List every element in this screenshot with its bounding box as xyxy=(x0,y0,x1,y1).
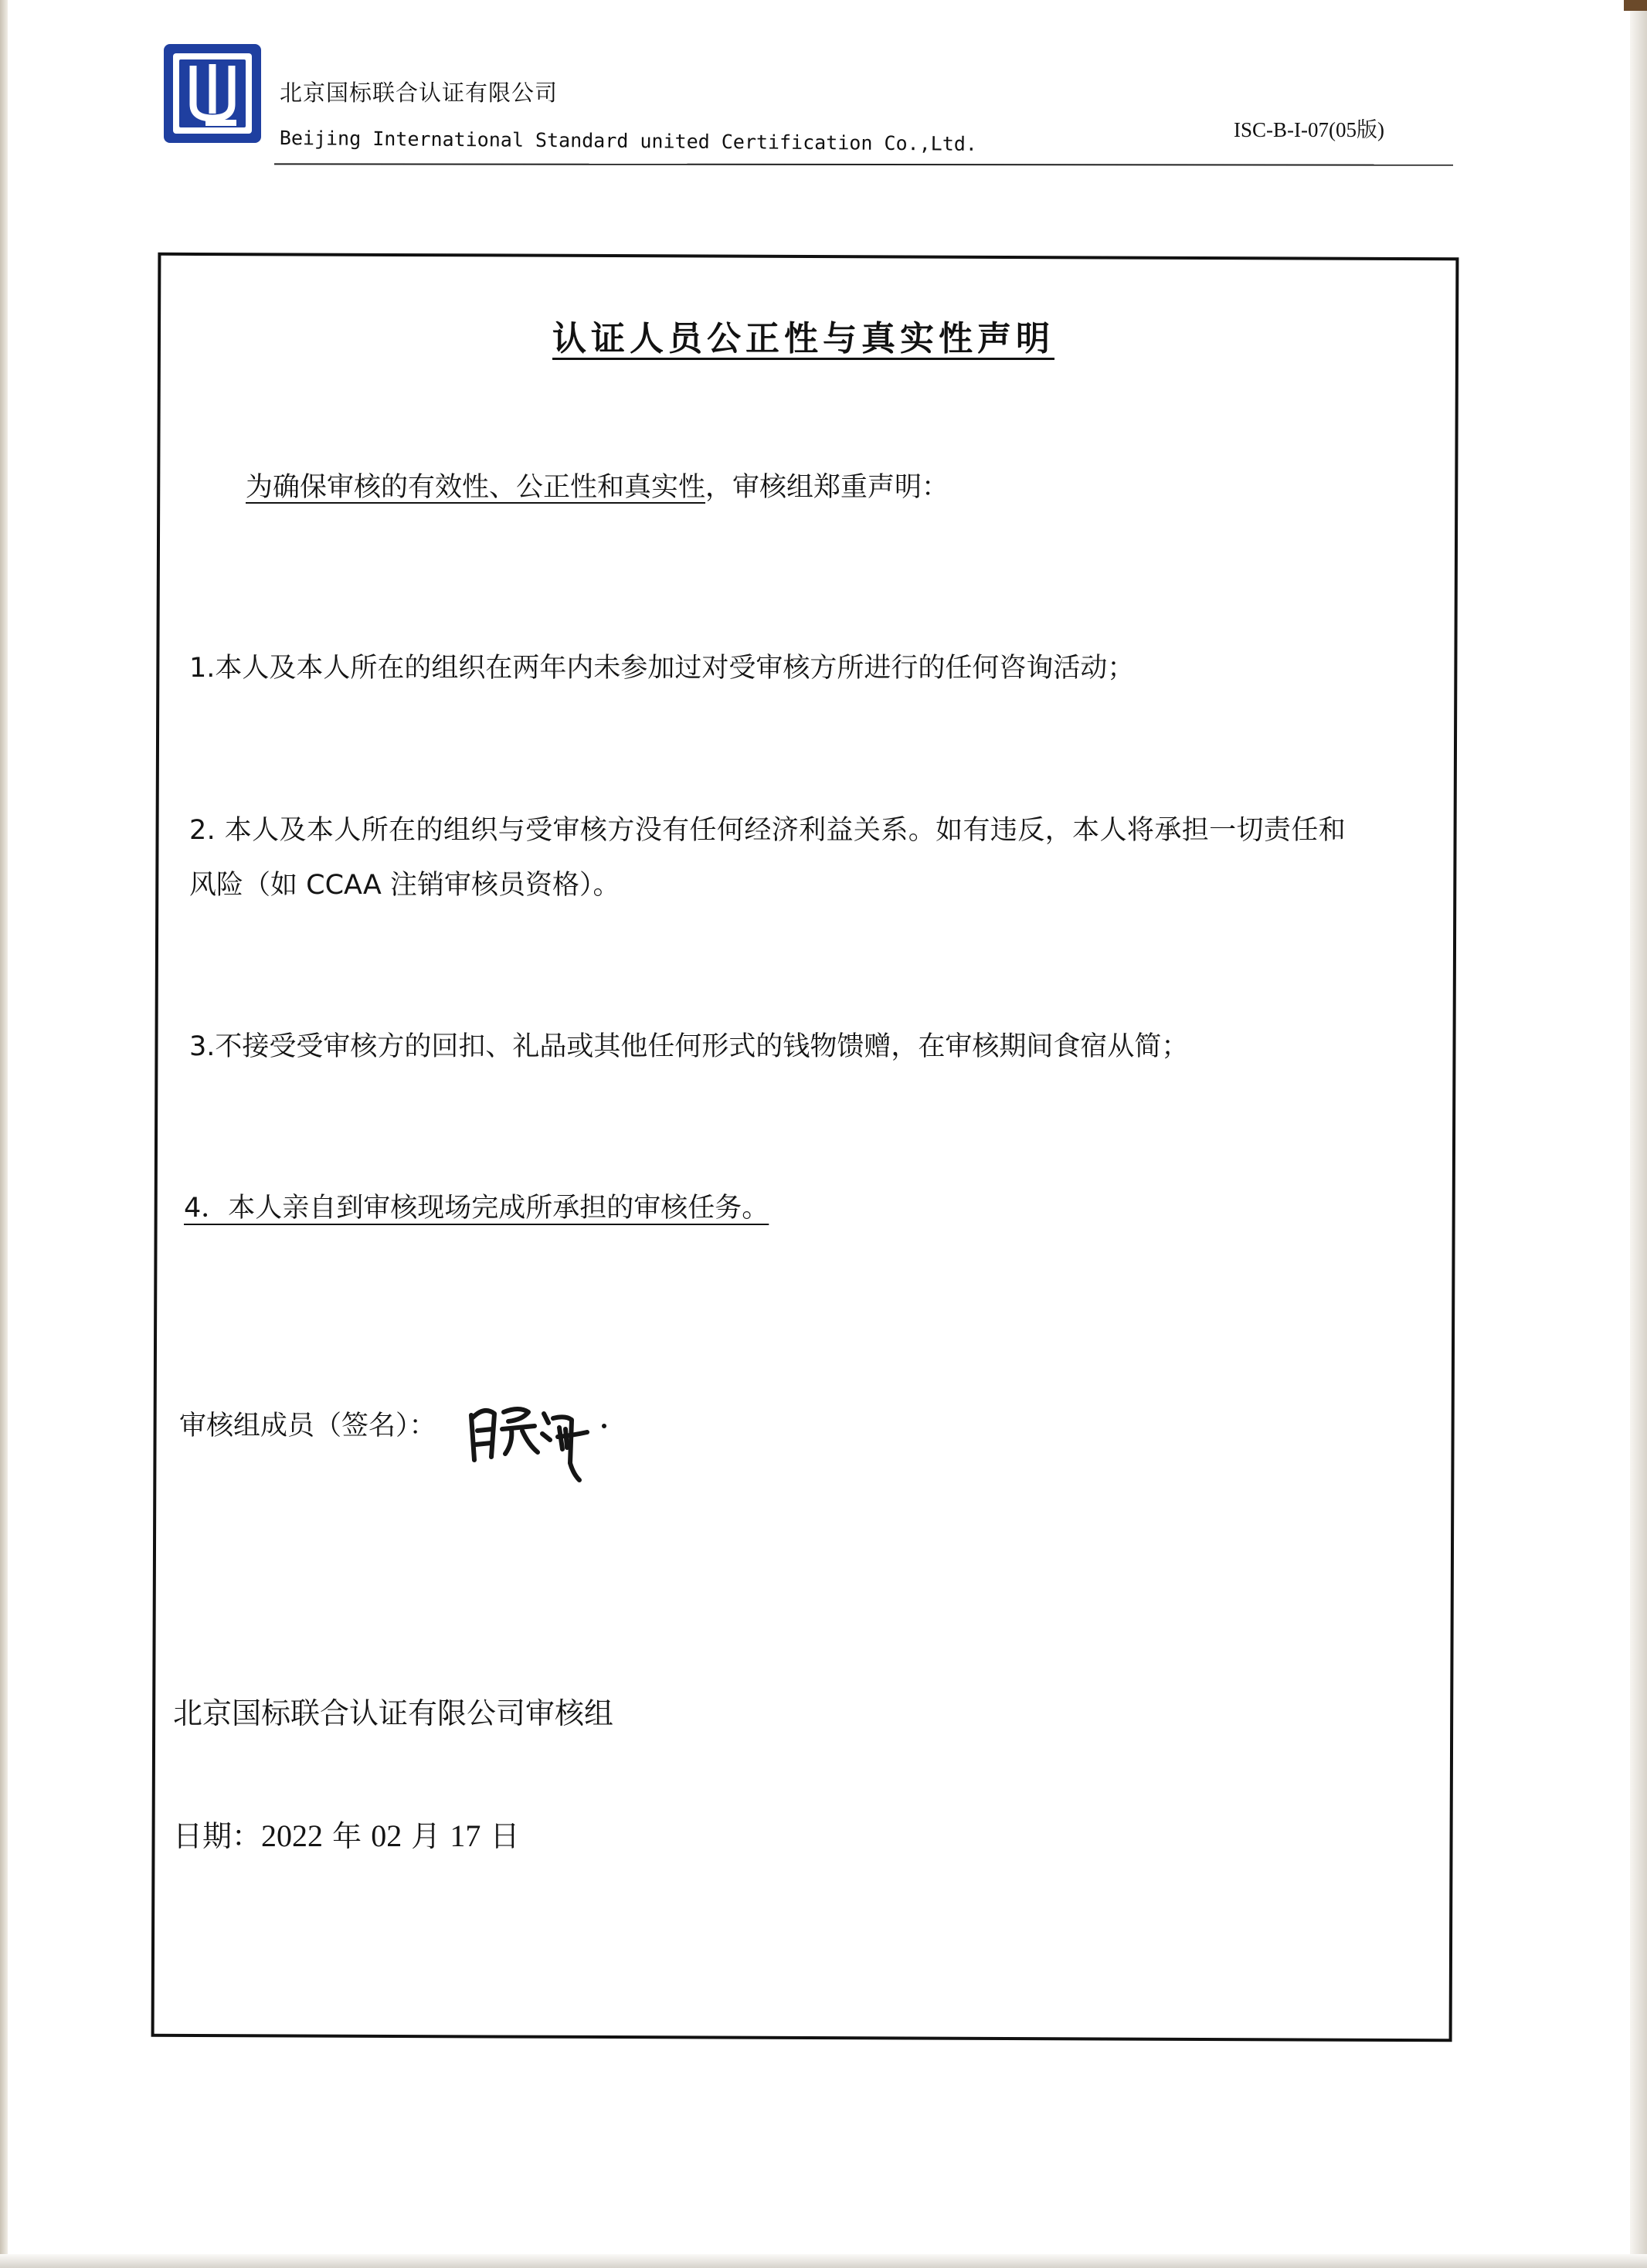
signature-label: 审核组成员（签名）： xyxy=(179,1411,436,1441)
handwritten-signature-icon xyxy=(457,1383,612,1483)
declaration-item-4: 4．本人亲自到审核现场完成所承担的审核任务。 xyxy=(184,1193,769,1224)
intro-rest: ，审核组郑重声明： xyxy=(705,472,949,503)
declaration-item-3: 3.不接受受审核方的回扣、礼品或其他任何形式的钱物馈赠，在审核期间食宿从简； xyxy=(189,1031,1189,1062)
date-year-unit: 年 xyxy=(323,1819,372,1853)
date-label: 日期： xyxy=(173,1819,262,1853)
organization-name: 北京国标联合认证有限公司审核组 xyxy=(173,1696,614,1730)
intro-underlined: 为确保审核的有效性、公正性和真实性 xyxy=(246,472,706,503)
document-frame xyxy=(151,253,1459,2042)
date-day: 17 xyxy=(450,1818,481,1853)
page-edge-corner xyxy=(1624,0,1647,11)
declaration-item-2-line-2: 风险（如 CCAA 注销审核员资格）。 xyxy=(189,870,620,901)
declaration-item-1: 1.本人及本人所在的组织在两年内未参加过对受审核方所进行的任何咨询活动； xyxy=(189,653,1135,684)
company-name-cn: 北京国标联合认证有限公司 xyxy=(280,80,559,106)
intro-statement xyxy=(246,466,949,504)
declaration-item-2-line-1: 2. 本人及本人所在的组织与受审核方没有任何经济利益关系。如有违反，本人将承担一切责任和 xyxy=(189,815,1346,846)
company-logo-icon xyxy=(162,42,263,144)
date-line xyxy=(173,1812,519,1855)
document-code: ISC-B-I-07(05版) xyxy=(1234,118,1384,141)
date-day-unit: 日 xyxy=(481,1819,520,1853)
company-name-en: Beijing International Standard united Certification Co.,Ltd. xyxy=(279,127,978,155)
date-month-unit: 月 xyxy=(402,1819,450,1853)
date-month: 02 xyxy=(371,1818,402,1853)
date-year: 2022 xyxy=(261,1818,324,1853)
header-divider xyxy=(274,163,1453,165)
page-edge-left xyxy=(0,0,8,2268)
page-edge-bottom xyxy=(0,2254,1647,2268)
page-edge-right xyxy=(1630,0,1647,2268)
page-title: 认证人员公正性与真实性声明 xyxy=(552,319,1054,358)
